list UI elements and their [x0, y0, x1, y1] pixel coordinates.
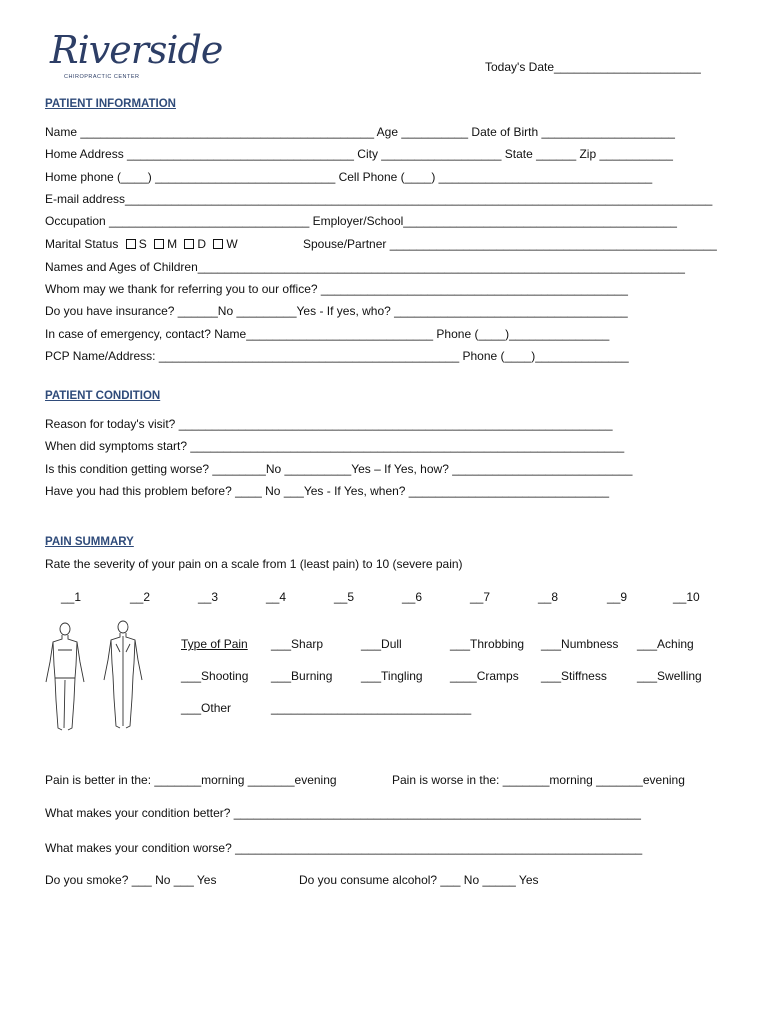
marital-m-label: M	[167, 237, 178, 251]
pain-scale-2[interactable]: __2	[130, 590, 151, 604]
pain-scale-1[interactable]: __1	[61, 590, 82, 604]
occupation-line[interactable]: Occupation ______________________________ Employer/School_________________________________________	[45, 214, 677, 228]
pain-shooting[interactable]: ___Shooting	[181, 669, 249, 683]
pain-dull[interactable]: ___Dull	[361, 637, 402, 651]
pain-numbness[interactable]: ___Numbness	[541, 637, 619, 651]
marital-d-label: D	[197, 237, 207, 251]
marital-status-label: Marital Status	[45, 237, 119, 251]
children-line[interactable]: Names and Ages of Children_________________________________________________________________________	[45, 260, 685, 274]
marital-status-row	[45, 237, 238, 251]
pain-scale-instruction: Rate the severity of your pain on a scale from 1 (least pain) to 10 (severe pain)	[45, 557, 463, 571]
pain-better-line[interactable]: Pain is better in the: _______morning _______evening	[45, 773, 337, 787]
symptoms-start-line[interactable]: When did symptoms start? _________________________________________________________________	[45, 439, 625, 453]
pain-sharp[interactable]: ___Sharp	[271, 637, 324, 651]
home-address-line[interactable]: Home Address __________________________________ City __________________ State ______ Zip ___________	[45, 147, 673, 161]
pain-scale-6[interactable]: __6	[402, 590, 423, 604]
marital-m-checkbox[interactable]	[154, 239, 164, 249]
phone-line[interactable]: Home phone (____) ___________________________ Cell Phone (____) ________________________________	[45, 170, 653, 184]
pain-summary-heading: PAIN SUMMARY	[45, 536, 134, 548]
makes-worse-line[interactable]: What makes your condition worse? _____________________________________________________________	[45, 841, 643, 855]
problem-before-line[interactable]: Have you had this problem before? ____ No ___Yes - If Yes, when? ______________________________	[45, 484, 610, 498]
referral-line[interactable]: Whom may we thank for referring you to our office? ______________________________________________	[45, 282, 628, 296]
marital-s-label: S	[138, 237, 147, 251]
marital-w-label: W	[226, 237, 238, 251]
logo-wordmark: Riverside	[50, 28, 223, 72]
pain-scale-9[interactable]: __9	[607, 590, 628, 604]
spouse-partner-line[interactable]: Spouse/Partner _________________________________________________	[303, 237, 717, 251]
pain-tingling[interactable]: ___Tingling	[361, 669, 423, 683]
email-line[interactable]: E-mail address________________________________________________________________________________________	[45, 192, 713, 206]
insurance-line[interactable]: Do you have insurance? ______No _________Yes - If yes, who? ___________________________________	[45, 304, 628, 318]
marital-s-checkbox[interactable]	[126, 239, 136, 249]
patient-condition-heading: PATIENT CONDITION	[45, 390, 161, 402]
pain-burning[interactable]: ___Burning	[271, 669, 333, 683]
pain-other[interactable]: ___Other	[181, 701, 232, 715]
pain-aching[interactable]: ___Aching	[637, 637, 694, 651]
patient-information-heading: PATIENT INFORMATION	[45, 98, 176, 110]
pain-scale-3[interactable]: __3	[198, 590, 219, 604]
pain-scale-8[interactable]: __8	[538, 590, 559, 604]
smoke-line[interactable]: Do you smoke? ___ No ___ Yes	[45, 873, 217, 887]
pain-stiffness[interactable]: ___Stiffness	[541, 669, 607, 683]
pain-scale-5[interactable]: __5	[334, 590, 355, 604]
alcohol-line[interactable]: Do you consume alcohol? ___ No _____ Yes	[299, 873, 539, 887]
pain-swelling[interactable]: ___Swelling	[637, 669, 702, 683]
getting-worse-line[interactable]: Is this condition getting worse? ________No __________Yes – If Yes, how? ___________________________	[45, 462, 633, 476]
makes-better-line[interactable]: What makes your condition better? _____________________________________________________________	[45, 806, 641, 820]
body-front-figure-icon[interactable]	[40, 620, 90, 735]
pain-throbbing[interactable]: ___Throbbing	[450, 637, 525, 651]
pain-scale-4[interactable]: __4	[266, 590, 287, 604]
marital-d-checkbox[interactable]	[184, 239, 194, 249]
emergency-contact-line[interactable]: In case of emergency, contact? Name____________________________ Phone (____)_______________	[45, 327, 610, 341]
pain-other-line[interactable]: ______________________________	[271, 701, 472, 715]
type-of-pain-label: Type of Pain	[181, 637, 248, 651]
logo-tagline: CHIROPRACTIC CENTER	[64, 74, 140, 80]
marital-w-checkbox[interactable]	[213, 239, 223, 249]
todays-date-field[interactable]: Today's Date______________________	[485, 60, 701, 74]
pain-cramps[interactable]: ____Cramps	[450, 669, 519, 683]
pain-scale-7[interactable]: __7	[470, 590, 491, 604]
name-line[interactable]: Name ____________________________________________ Age __________ Date of Birth ____________________	[45, 125, 675, 139]
pcp-line[interactable]: PCP Name/Address: _____________________________________________ Phone (____)______________	[45, 349, 629, 363]
pain-worse-line[interactable]: Pain is worse in the: _______morning _______evening	[392, 773, 685, 787]
body-back-figure-icon[interactable]	[98, 618, 148, 733]
pain-scale-10[interactable]: __10	[673, 590, 700, 604]
reason-line[interactable]: Reason for today's visit? _________________________________________________________________	[45, 417, 613, 431]
